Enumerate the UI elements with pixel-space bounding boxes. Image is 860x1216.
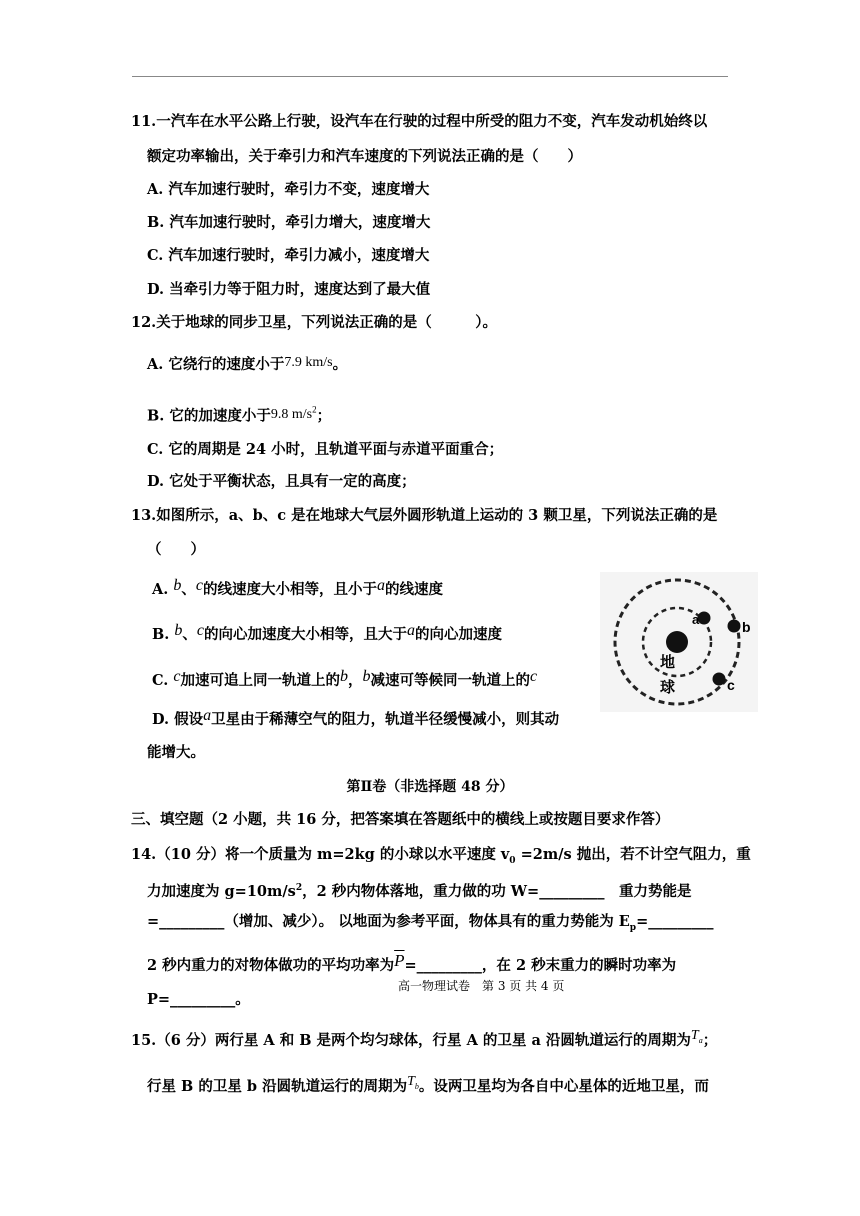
q13-c-text1: 加速可追上同一轨道上的 — [180, 672, 341, 689]
label-a: a — [692, 612, 700, 627]
header-rule — [132, 76, 728, 77]
q13-a-label: A. — [152, 581, 169, 598]
q13-c-sym-b: b — [340, 668, 349, 685]
q14-line5: P=_________。 — [147, 991, 250, 1008]
q14-l1-end: =2m/s 抛出，若不计空气阻力，重 — [515, 846, 751, 863]
q13-a-end: 的线速度 — [384, 581, 443, 598]
earth-dot — [666, 631, 688, 653]
q11-option-d: D. 当牵引力等于阻力时，速度达到了最大值 — [147, 281, 431, 298]
page-footer: 高一物理试卷 第 3 页 共 4 页 — [398, 979, 565, 993]
label-earth-1: 地 — [660, 653, 676, 671]
q15-ta-symbol — [691, 1028, 703, 1043]
q12-option-a-end: 。 — [332, 356, 348, 373]
label-earth-2: 球 — [660, 678, 676, 696]
q14-l4-end: =_________，在 2 秒末重力的瞬时功率为 — [404, 957, 677, 974]
q15-tb-sub: b — [414, 1081, 419, 1091]
q12-accel-number: 9.8 m/s — [270, 406, 313, 422]
q15-ta-sub: a — [698, 1035, 703, 1045]
label-c: c — [727, 677, 735, 693]
q11-stem-line2: 额定功率输出，关于牵引力和汽车速度的下列说法正确的是（ ） — [147, 148, 582, 165]
q15-tb-T: T — [407, 1074, 415, 1089]
q12-option-b-end: ； — [316, 407, 332, 425]
label-b: b — [742, 619, 751, 635]
q13-option-a — [152, 577, 443, 600]
q15-l2-end: 。设两卫星均为各自中心星体的近地卫星，而 — [418, 1078, 709, 1095]
q12-stem: 12.关于地球的同步卫星，下列说法正确的是（ ）。 — [131, 314, 497, 331]
q12-option-a-text: A. 它绕行的速度小于 — [147, 356, 285, 373]
q15-line1 — [131, 1028, 718, 1057]
q14-l3-end: =_________ — [636, 913, 714, 930]
q13-option-d-line2: 能增大。 — [147, 744, 205, 761]
q13-c-sym-c: c — [173, 668, 181, 685]
q13-c-comma: ， — [348, 672, 363, 689]
q12-option-c: C. 它的周期是 24 小时，且轨道平面与赤道平面重合； — [147, 441, 504, 458]
q12-speed-value: 7.9 km/s — [284, 355, 333, 370]
q14-g-exponent: 2 — [295, 883, 303, 893]
satellite-a — [698, 612, 711, 625]
q14-line2 — [147, 878, 691, 902]
q14-ep-sub: p — [629, 922, 637, 933]
q13-a-text: 的线速度大小相等，且小于 — [202, 581, 377, 598]
q13-option-c — [152, 668, 538, 691]
q13-b-sep: 、 — [182, 626, 197, 643]
part3-heading: 三、填空题（2 小题，共 16 分，把答案填在答题纸中的横线上或按题目要求作答） — [131, 811, 670, 828]
q13-a-sym-b: b — [173, 577, 182, 594]
orbit-diagram — [600, 572, 758, 712]
q15-l1-text: 15.（6 分）两行星 A 和 B 是两个均匀球体，行星 A 的卫星 a 沿圆轨道运行的周期为 — [131, 1032, 691, 1049]
q13-b-sym-c: c — [196, 622, 204, 639]
q15-line2 — [147, 1074, 709, 1103]
q14-l2-end: ，2 秒内物体落地，重力做的功 W=_________ 重力势能是 — [302, 882, 692, 900]
q13-c-sym-b2: b — [362, 668, 371, 685]
q13-c-label: C. — [152, 672, 169, 689]
q14-l2-text: 力加速度为 g=10m/s — [147, 882, 296, 900]
q13-b-sym-a: a — [406, 622, 415, 639]
q11-option-b: B. 汽车加速行驶时，牵引力增大，速度增大 — [147, 214, 431, 231]
q13-b-text: 的向心加速度大小相等，且大于 — [203, 626, 407, 643]
q14-line4 — [147, 951, 677, 976]
q11-option-a: A. 汽车加速行驶时，牵引力不变，速度增大 — [147, 181, 430, 198]
q14-line3 — [147, 912, 714, 938]
q13-d-text2: 卫星由于稀薄空气的阻力，轨道半径缓慢减小，则其动 — [211, 711, 560, 728]
q13-a-sym-a: a — [376, 577, 385, 594]
q12-option-d: D. 它处于平衡状态，且具有一定的高度； — [147, 473, 416, 490]
q15-ta-T: T — [690, 1028, 699, 1043]
q14-l3-text: =_________（增加、减少）。 以地面为参考平面，物体具有的重力势能为 E — [147, 913, 630, 930]
q13-a-sym-c: c — [195, 577, 203, 594]
q12-option-b — [147, 402, 331, 428]
q15-tb-symbol — [407, 1074, 419, 1089]
q13-c-text2: 减速可等候同一轨道上的 — [370, 672, 531, 689]
q12-accel-exponent: 2 — [312, 404, 317, 414]
q13-a-sep: 、 — [181, 581, 196, 598]
q11-option-c: C. 汽车加速行驶时，牵引力减小，速度增大 — [147, 247, 430, 264]
q13-b-sym-b: b — [174, 622, 183, 639]
q13-option-b — [152, 622, 502, 645]
q13-b-label: B. — [152, 626, 170, 643]
q14-avg-power-symbol: $\overline{P}$ — [394, 951, 405, 970]
q14-v0-sub: 0 — [509, 855, 516, 866]
satellite-c — [713, 673, 726, 686]
q12-option-b-text: B. 它的加速度小于 — [147, 407, 271, 425]
q14-line1 — [131, 845, 751, 871]
q13-option-d-line1 — [152, 707, 560, 730]
q13-d-sym-a: a — [203, 707, 212, 724]
q13-c-sym-c2: c — [530, 668, 538, 685]
q11-stem-line1: 11.一汽车在水平公路上行驶，设汽车在行驶的过程中所受的阻力不变，汽车发动机始终以 — [131, 113, 708, 130]
satellite-b — [728, 620, 741, 633]
q12-option-a — [147, 355, 347, 376]
section2-title: 第Ⅱ卷（非选择题 48 分） — [346, 779, 514, 795]
q12-accel-value — [270, 404, 317, 422]
q14-l4-text: 2 秒内重力的对物体做功的平均功率为 — [147, 957, 395, 974]
q13-d-text1: D. 假设 — [152, 711, 204, 728]
q14-l1-text: 14.（10 分）将一个质量为 m=2kg 的小球以水平速度 v — [131, 846, 510, 863]
q13-b-end: 的向心加速度 — [414, 626, 502, 643]
q15-l2-text: 行星 B 的卫星 b 沿圆轨道运行的周期为 — [147, 1078, 408, 1095]
q13-stem-line1: 13.如图所示，a、b、c 是在地球大气层外圆形轨道上运动的 3 颗卫星，下列说法正确的是 — [131, 507, 718, 524]
q13-stem-line2: （ ） — [147, 541, 205, 558]
q15-l1-end: ； — [702, 1032, 718, 1049]
